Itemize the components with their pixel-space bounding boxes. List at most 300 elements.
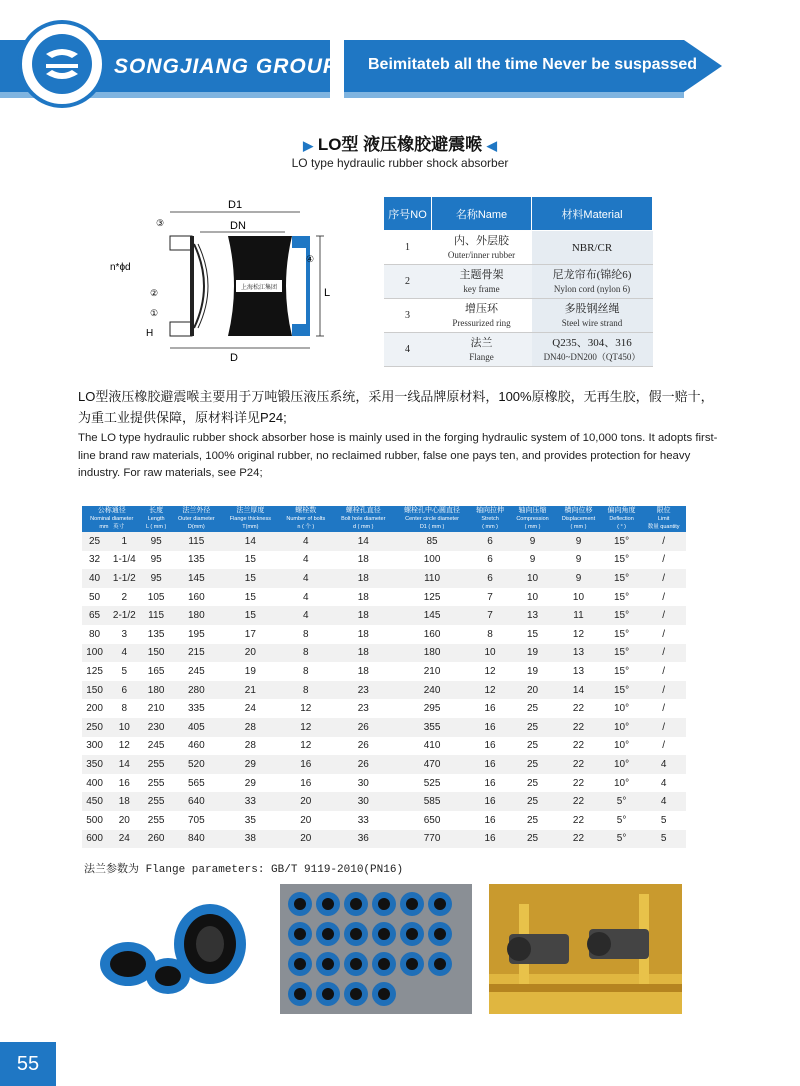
table-cell: 9 <box>510 532 555 551</box>
table-row <box>82 830 686 849</box>
description-cn: LO型液压橡胶避震喉主要用于万吨锻压液压系统，采用一线品牌原材料，100%原橡胶，无再生胶，假一赔十，为重工业提供保障，原材料详见P24; <box>78 389 714 425</box>
table-cell: / <box>641 532 686 551</box>
table-cell: 8 <box>470 625 510 644</box>
mat-name: 法兰 Flange <box>432 333 532 367</box>
table-cell: 85 <box>394 532 470 551</box>
table-cell: / <box>641 606 686 625</box>
table-cell: 38 <box>222 830 279 849</box>
table-cell: 5 <box>641 830 686 849</box>
table-cell: 105 <box>141 588 170 607</box>
table-cell: 26 <box>333 737 394 756</box>
table-cell: 100 <box>394 551 470 570</box>
title-cn: LO型 液压橡胶避震喉 <box>317 135 483 154</box>
mat-material: 尼龙帘布(锦纶6) Nylon cord (nylon 6) <box>532 265 653 299</box>
table-cell: 230 <box>141 718 170 737</box>
structure-diagram <box>110 196 350 366</box>
mat-name: 内、外层胶 Outer/inner rubber <box>432 231 532 265</box>
param-header: 轴向压缩 Compression ( mm ) <box>510 506 555 532</box>
table-row <box>82 569 686 588</box>
table-cell: 255 <box>141 811 170 830</box>
installation-photo <box>489 884 682 1014</box>
product-photo-single <box>90 884 268 1014</box>
table-cell: 16 <box>279 774 333 793</box>
table-cell: 245 <box>141 737 170 756</box>
mat-header-name: 名称Name <box>432 197 532 231</box>
table-cell: 29 <box>222 755 279 774</box>
table-cell: 705 <box>171 811 222 830</box>
table-cell: 405 <box>171 718 222 737</box>
table-cell: 12 <box>279 718 333 737</box>
table-cell: 20 <box>279 792 333 811</box>
table-row <box>82 606 686 625</box>
param-header: 法兰厚度 Flange thickness T(mm) <box>222 506 279 532</box>
table-cell: 525 <box>394 774 470 793</box>
table-cell: 35 <box>222 811 279 830</box>
table-cell: 13 <box>555 662 602 681</box>
table-cell: 15° <box>602 551 642 570</box>
table-cell: 25 <box>510 737 555 756</box>
table-cell: 10° <box>602 755 642 774</box>
table-cell: 16 <box>470 774 510 793</box>
table-cell: 180 <box>394 644 470 663</box>
table-cell: 1 <box>107 532 141 551</box>
table-cell: 135 <box>171 551 222 570</box>
table-cell: 4 <box>279 551 333 570</box>
table-row <box>82 699 686 718</box>
table-cell: 770 <box>394 830 470 849</box>
table-cell: 450 <box>82 792 107 811</box>
table-cell: 16 <box>279 755 333 774</box>
table-cell: 160 <box>394 625 470 644</box>
param-header: 偏向角度 Deflection ( ° ) <box>602 506 642 532</box>
table-cell: 14 <box>222 532 279 551</box>
table-row <box>82 774 686 793</box>
table-cell: 145 <box>171 569 222 588</box>
table-cell: 210 <box>141 699 170 718</box>
table-cell: 15 <box>222 606 279 625</box>
table-cell: 26 <box>333 755 394 774</box>
table-row <box>82 644 686 663</box>
table-cell: 640 <box>171 792 222 811</box>
table-cell: 18 <box>107 792 141 811</box>
table-cell: 9 <box>555 569 602 588</box>
table-cell: 4 <box>107 644 141 663</box>
table-cell: 11 <box>555 606 602 625</box>
table-cell: 18 <box>333 569 394 588</box>
table-cell: 255 <box>141 774 170 793</box>
table-cell: 19 <box>510 662 555 681</box>
table-cell: 255 <box>141 792 170 811</box>
material-table <box>383 196 653 367</box>
param-header: 公称通径 Nominal diameter mm 英寸 <box>82 506 141 532</box>
table-row <box>82 551 686 570</box>
table-cell: 295 <box>394 699 470 718</box>
table-cell: 25 <box>510 774 555 793</box>
table-cell: / <box>641 662 686 681</box>
param-header: 轴向拉伸 Stretch ( mm ) <box>470 506 510 532</box>
table-cell: 6 <box>470 551 510 570</box>
table-cell: 21 <box>222 681 279 700</box>
product-photo-stack <box>280 884 472 1014</box>
table-cell: 10 <box>470 644 510 663</box>
table-cell: 565 <box>171 774 222 793</box>
mat-no: 1 <box>384 231 432 265</box>
table-cell: 9 <box>555 532 602 551</box>
table-cell: 20 <box>279 830 333 849</box>
label-dn: DN <box>230 220 246 232</box>
table-cell: 150 <box>141 644 170 663</box>
table-cell: 24 <box>222 699 279 718</box>
callout-1: ① <box>150 308 159 318</box>
table-cell: 5 <box>641 811 686 830</box>
table-cell: 22 <box>555 830 602 849</box>
table-cell: 18 <box>333 551 394 570</box>
table-cell: 16 <box>470 830 510 849</box>
table-cell: 30 <box>333 792 394 811</box>
table-cell: / <box>641 681 686 700</box>
logo-mark-icon <box>32 34 92 94</box>
table-cell: 16 <box>470 737 510 756</box>
table-cell: 195 <box>171 625 222 644</box>
table-row <box>82 811 686 830</box>
table-cell: / <box>641 625 686 644</box>
table-cell: / <box>641 718 686 737</box>
table-cell: 25 <box>82 532 107 551</box>
mat-material: Q235、304、316 DN40~DN200（QT450） <box>532 333 653 367</box>
material-row <box>384 231 653 265</box>
table-cell: 16 <box>470 811 510 830</box>
table-cell: / <box>641 588 686 607</box>
table-cell: 260 <box>141 830 170 849</box>
table-cell: 40 <box>82 569 107 588</box>
table-cell: 18 <box>333 625 394 644</box>
table-cell: 33 <box>333 811 394 830</box>
table-cell: 125 <box>394 588 470 607</box>
table-row <box>82 718 686 737</box>
table-cell: 14 <box>333 532 394 551</box>
table-cell: 14 <box>107 755 141 774</box>
table-cell: 12 <box>470 681 510 700</box>
table-cell: 4 <box>279 569 333 588</box>
table-cell: 20 <box>222 644 279 663</box>
table-cell: 7 <box>470 588 510 607</box>
table-cell: 95 <box>141 569 170 588</box>
triangle-right-icon: ▶ <box>303 138 314 153</box>
callout-2: ② <box>150 288 159 298</box>
table-cell: 15° <box>602 588 642 607</box>
table-cell: 215 <box>171 644 222 663</box>
table-cell: 145 <box>394 606 470 625</box>
mat-material: 多股钢丝绳 Steel wire strand <box>532 299 653 333</box>
table-cell: 18 <box>333 588 394 607</box>
table-cell: 80 <box>82 625 107 644</box>
table-cell: 8 <box>279 681 333 700</box>
table-cell: 22 <box>555 792 602 811</box>
table-cell: 15° <box>602 532 642 551</box>
label-h: H <box>146 328 154 339</box>
table-cell: 15° <box>602 569 642 588</box>
slogan-stripe <box>344 92 684 98</box>
table-cell: 24 <box>107 830 141 849</box>
table-cell: 12 <box>279 699 333 718</box>
mat-name: 主题骨架 key frame <box>432 265 532 299</box>
callout-4: ④ <box>306 254 315 264</box>
table-cell: 30 <box>333 774 394 793</box>
table-cell: / <box>641 699 686 718</box>
table-cell: 12 <box>555 625 602 644</box>
table-cell: 20 <box>279 811 333 830</box>
table-cell: 600 <box>82 830 107 849</box>
table-row <box>82 625 686 644</box>
table-cell: 10° <box>602 699 642 718</box>
table-cell: 5° <box>602 811 642 830</box>
table-cell: 16 <box>470 755 510 774</box>
table-cell: 1-1/2 <box>107 569 141 588</box>
table-cell: 245 <box>171 662 222 681</box>
table-cell: 13 <box>555 644 602 663</box>
table-cell: / <box>641 569 686 588</box>
label-d: D <box>230 352 238 364</box>
table-cell: 4 <box>279 532 333 551</box>
table-cell: 460 <box>171 737 222 756</box>
table-cell: 15° <box>602 662 642 681</box>
param-header: 法兰外径 Outer diameter D(mm) <box>171 506 222 532</box>
table-cell: 16 <box>470 718 510 737</box>
table-cell: 520 <box>171 755 222 774</box>
table-cell: 335 <box>171 699 222 718</box>
table-cell: 200 <box>82 699 107 718</box>
table-cell: 180 <box>141 681 170 700</box>
mat-no: 3 <box>384 299 432 333</box>
table-cell: 585 <box>394 792 470 811</box>
param-header: 横向位移 Displacement ( mm ) <box>555 506 602 532</box>
table-cell: 10 <box>510 569 555 588</box>
table-cell: 95 <box>141 532 170 551</box>
table-cell: 6 <box>470 569 510 588</box>
table-cell: 22 <box>555 774 602 793</box>
table-cell: 26 <box>333 718 394 737</box>
table-cell: 7 <box>470 606 510 625</box>
table-cell: 22 <box>555 699 602 718</box>
table-row <box>82 532 686 551</box>
mat-material: NBR/CR <box>532 231 653 265</box>
table-cell: 3 <box>107 625 141 644</box>
table-cell: 15 <box>510 625 555 644</box>
table-cell: 12 <box>279 737 333 756</box>
table-cell: 32 <box>82 551 107 570</box>
table-cell: 10° <box>602 737 642 756</box>
table-cell: 15° <box>602 644 642 663</box>
table-cell: 14 <box>555 681 602 700</box>
table-cell: 16 <box>470 699 510 718</box>
table-cell: 180 <box>171 606 222 625</box>
table-cell: 4 <box>641 774 686 793</box>
table-cell: 5 <box>107 662 141 681</box>
table-cell: 18 <box>333 662 394 681</box>
table-cell: 20 <box>510 681 555 700</box>
table-cell: 4 <box>641 755 686 774</box>
table-cell: 8 <box>107 699 141 718</box>
table-row <box>82 588 686 607</box>
mat-name: 增压环 Pressurized ring <box>432 299 532 333</box>
mat-no: 4 <box>384 333 432 367</box>
table-cell: 9 <box>555 551 602 570</box>
table-cell: 19 <box>222 662 279 681</box>
table-cell: 28 <box>222 718 279 737</box>
table-cell: 150 <box>82 681 107 700</box>
table-cell: 16 <box>470 792 510 811</box>
mat-no: 2 <box>384 265 432 299</box>
table-cell: 22 <box>555 811 602 830</box>
table-cell: 15° <box>602 681 642 700</box>
flange-footnote: 法兰参数为 Flange parameters: GB/T 9119-2010(PN16) <box>84 864 404 876</box>
table-cell: 115 <box>141 606 170 625</box>
table-cell: 36 <box>333 830 394 849</box>
table-cell: 6 <box>470 532 510 551</box>
table-cell: 160 <box>171 588 222 607</box>
table-cell: 10 <box>107 718 141 737</box>
table-row <box>82 681 686 700</box>
table-cell: 1-1/4 <box>107 551 141 570</box>
table-cell: 10° <box>602 774 642 793</box>
table-cell: 25 <box>510 755 555 774</box>
page-subtitle: LO type hydraulic rubber shock absorber <box>291 156 509 170</box>
table-cell: 15 <box>222 569 279 588</box>
param-header: 限位 Limit 数量 quantity <box>641 506 686 532</box>
table-cell: 22 <box>555 718 602 737</box>
material-row <box>384 265 653 299</box>
table-cell: / <box>641 644 686 663</box>
table-cell: 65 <box>82 606 107 625</box>
table-cell: 650 <box>394 811 470 830</box>
table-cell: 10 <box>510 588 555 607</box>
table-cell: 240 <box>394 681 470 700</box>
param-header: 螺栓孔直径 Bolt hole diameter d ( mm ) <box>333 506 394 532</box>
param-header: 长度 Length L ( mm ) <box>141 506 170 532</box>
triangle-left-icon: ◀ <box>486 138 497 153</box>
table-row <box>82 792 686 811</box>
table-cell: 350 <box>82 755 107 774</box>
table-cell: 10° <box>602 718 642 737</box>
table-cell: 19 <box>510 644 555 663</box>
table-cell: 22 <box>555 755 602 774</box>
table-cell: 25 <box>510 699 555 718</box>
table-cell: 16 <box>107 774 141 793</box>
table-cell: 5° <box>602 830 642 849</box>
table-cell: 255 <box>141 755 170 774</box>
table-cell: 4 <box>279 588 333 607</box>
table-cell: 110 <box>394 569 470 588</box>
table-cell: / <box>641 737 686 756</box>
table-cell: 250 <box>82 718 107 737</box>
diagram-stamp: 上海松江集团 <box>240 285 278 291</box>
table-cell: 18 <box>333 606 394 625</box>
table-cell: 400 <box>82 774 107 793</box>
material-row <box>384 333 653 367</box>
brand-name: SONGJIANG GROUP <box>114 55 338 78</box>
table-cell: 9 <box>510 551 555 570</box>
table-cell: 115 <box>171 532 222 551</box>
table-row <box>82 755 686 774</box>
mat-header-no: 序号NO <box>384 197 432 231</box>
table-cell: 25 <box>510 830 555 849</box>
table-cell: 29 <box>222 774 279 793</box>
param-header: 螺栓数 Number of bolts n ( 个 ) <box>279 506 333 532</box>
table-cell: 5° <box>602 792 642 811</box>
page-number: 55 <box>0 1042 56 1086</box>
label-l: L <box>324 287 331 299</box>
table-cell: 18 <box>333 644 394 663</box>
table-cell: 10 <box>555 588 602 607</box>
label-d1: D1 <box>228 199 243 211</box>
table-cell: 470 <box>394 755 470 774</box>
table-cell: 355 <box>394 718 470 737</box>
table-cell: 25 <box>510 792 555 811</box>
mat-header-material: 材料Material <box>532 197 653 231</box>
table-cell: 8 <box>279 625 333 644</box>
table-cell: 23 <box>333 681 394 700</box>
table-cell: 95 <box>141 551 170 570</box>
table-cell: 500 <box>82 811 107 830</box>
table-cell: 100 <box>82 644 107 663</box>
table-cell: 22 <box>555 737 602 756</box>
table-cell: 4 <box>279 606 333 625</box>
table-row <box>82 737 686 756</box>
table-cell: 23 <box>333 699 394 718</box>
table-cell: 15 <box>222 551 279 570</box>
callout-3: ③ <box>156 218 165 228</box>
slogan-text: Beimitateb all the time Never be suspassed <box>368 56 698 73</box>
table-cell: 2-1/2 <box>107 606 141 625</box>
table-cell: 50 <box>82 588 107 607</box>
table-cell: / <box>641 551 686 570</box>
param-header: 螺栓孔中心圆直径 Center circle diameter D1 ( mm ) <box>394 506 470 532</box>
table-cell: 280 <box>171 681 222 700</box>
table-cell: 25 <box>510 811 555 830</box>
table-cell: 28 <box>222 737 279 756</box>
table-cell: 4 <box>641 792 686 811</box>
table-cell: 17 <box>222 625 279 644</box>
table-cell: 2 <box>107 588 141 607</box>
table-cell: 410 <box>394 737 470 756</box>
table-cell: 8 <box>279 662 333 681</box>
material-row <box>384 299 653 333</box>
table-cell: 20 <box>107 811 141 830</box>
table-cell: 25 <box>510 718 555 737</box>
company-logo <box>18 20 106 108</box>
description-en: The LO type hydraulic rubber shock absorber hose is mainly used in the forging hydraulic system of 10,000 tons. It adopts first-line brand raw materials, 100% original rubber, no reclaimed rubber, false one pays ten, and provides protection for heavy industry. For raw materials, see P24; <box>78 432 718 479</box>
table-cell: 210 <box>394 662 470 681</box>
table-cell: 6 <box>107 681 141 700</box>
table-cell: 8 <box>279 644 333 663</box>
parameter-table <box>82 506 686 848</box>
table-cell: 12 <box>470 662 510 681</box>
table-cell: 300 <box>82 737 107 756</box>
table-cell: 33 <box>222 792 279 811</box>
table-cell: 13 <box>510 606 555 625</box>
table-cell: 15° <box>602 606 642 625</box>
table-cell: 165 <box>141 662 170 681</box>
table-cell: 125 <box>82 662 107 681</box>
table-cell: 840 <box>171 830 222 849</box>
page-title <box>0 130 800 155</box>
table-cell: 135 <box>141 625 170 644</box>
label-bolt: n*ϕd <box>110 262 131 273</box>
table-cell: 15° <box>602 625 642 644</box>
table-row <box>82 662 686 681</box>
table-cell: 12 <box>107 737 141 756</box>
table-cell: 15 <box>222 588 279 607</box>
